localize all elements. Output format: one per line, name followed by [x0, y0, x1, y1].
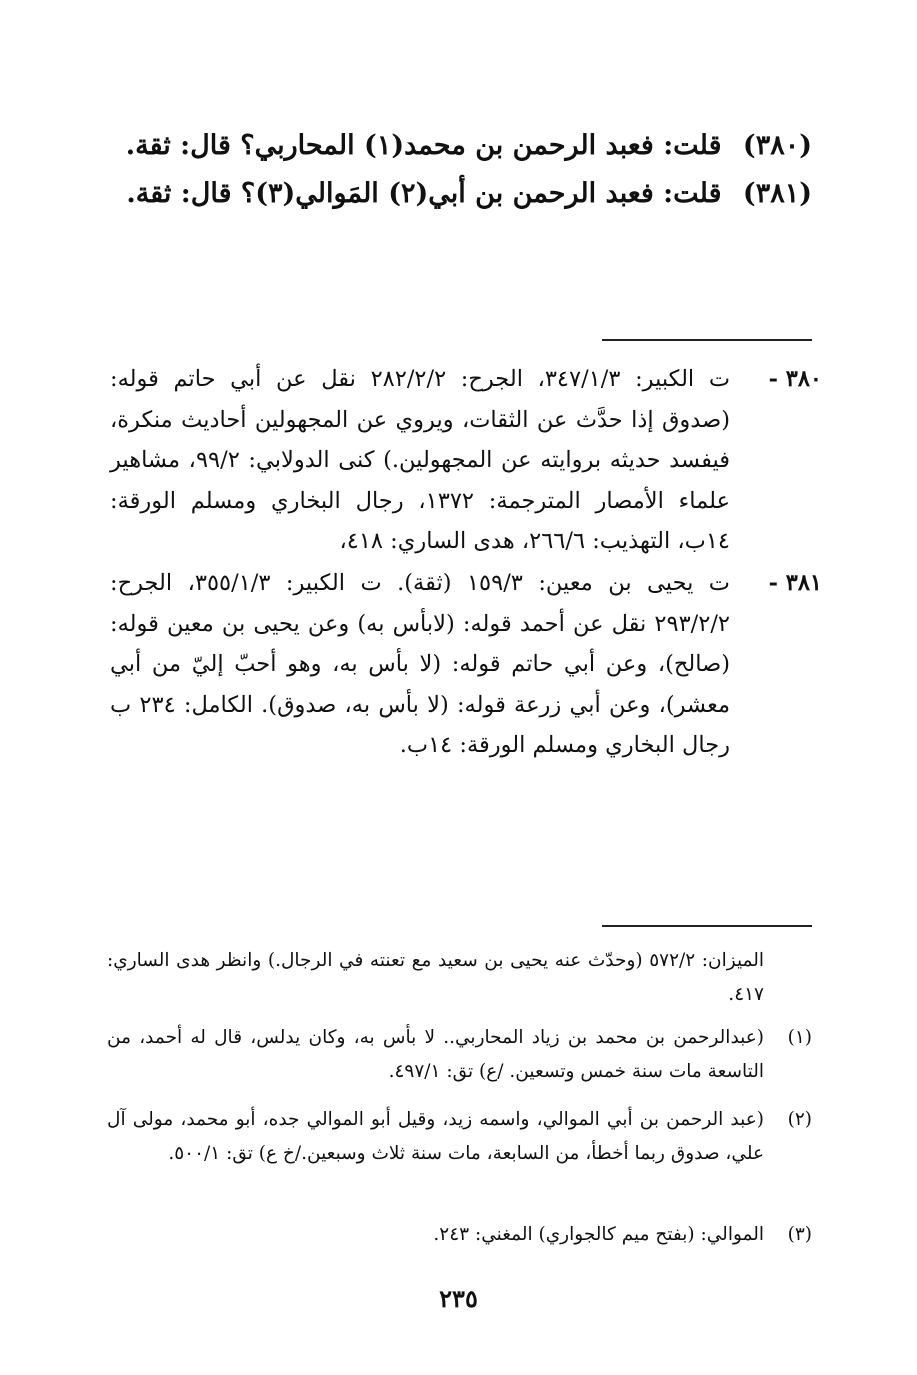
entry-text: قلت: فعبد الرحمن بن محمد(١) المحاربي؟ قال: ثقة.: [125, 130, 722, 161]
note-380: [110, 359, 822, 562]
footnote-label: (٢): [787, 1109, 812, 1130]
footnote-text: (عبدالرحمن بن محمد بن زياد المحاربي.. لا بأس به، وكان يدلس، قال له أحمد، من التاسعة مات سنة خمس وتسعين. /ع) تق: ٤٩٧/١.: [107, 1027, 764, 1082]
footnote-text: الميزان: ٥٧٢/٢ (وحدّث عنه يحيى بن سعيد مع تعنته في الرجال.) وانظر هدى الساري: ٤١٧.: [107, 950, 764, 1005]
note-label: ٣٨١ -: [768, 570, 822, 596]
entry-text: قلت: فعبد الرحمن بن أبي(٢) المَوالي(٣)؟ قال: ثقة.: [126, 178, 722, 209]
entry-number: (٣٨١): [742, 178, 812, 209]
notes-separator: [602, 339, 812, 341]
footnote-label: (٣): [787, 1224, 812, 1245]
note-text: ت الكبير: ٣٤٧/١/٣، الجرح: ٢٨٢/٢/٢ نقل عن أبي حاتم قوله: (صدوق إذا حدَّث عن الثقات، ويروي عن المجهولين أحاديث منكرة، فيفسد حديثه بروايته عن المجهولين.) كنى الدولابي: ٩٩/٢، مشاهير علماء الأمصار المترجمة: ١٣٧٢، رجال البخاري ومسلم الورقة: ١٤ب، التهذيب: ٢٦٦/٦، هدى الساري: ٤١٨،: [110, 366, 730, 554]
entry-number: (٣٨٠): [742, 130, 812, 161]
footnote-2: [107, 1103, 812, 1171]
footnote-text: (عبد الرحمن بن أبي الموالي، واسمه زيد، وقيل أبو الموالي جده، أبو محمد، مولى آل علي، صدوق ربما أخطأ، من السابعة، مات سنة ثلاث وسبعين./خ ع) تق: ٥٠٠/١.: [107, 1109, 764, 1164]
page-number: ٢٣٥: [439, 1284, 478, 1313]
main-entry-381: [92, 174, 812, 214]
footnote-label: (١): [787, 1027, 812, 1048]
footnote-continuation: [107, 944, 812, 1012]
note-label: ٣٨٠ -: [768, 366, 822, 392]
footnote-1: [107, 1021, 812, 1089]
main-entry-380: [92, 126, 812, 166]
note-381: [110, 563, 822, 766]
note-text: ت يحيى بن معين: ١٥٩/٣ (ثقة). ت الكبير: ٣٥٥/١/٣، الجرح: ٢٩٣/٢/٢ نقل عن أحمد قوله: (لابأس به) وعن يحيى بن معين قوله: (صالح)، وعن أبي حاتم قوله: (لا بأس به، وهو أحبّ إليّ من أبي معشر)، وعن أبي زرعة قوله: (لا بأس به، صدوق). الكامل: ٢٣٤ ب رجال البخاري ومسلم الورقة: ١٤ب.: [110, 570, 731, 758]
footnote-text: الموالي: (بفتح ميم كالجواري) المغني: ٢٤٣.: [433, 1224, 764, 1245]
footnote-3: [107, 1218, 812, 1252]
footnotes-separator: [602, 925, 812, 927]
